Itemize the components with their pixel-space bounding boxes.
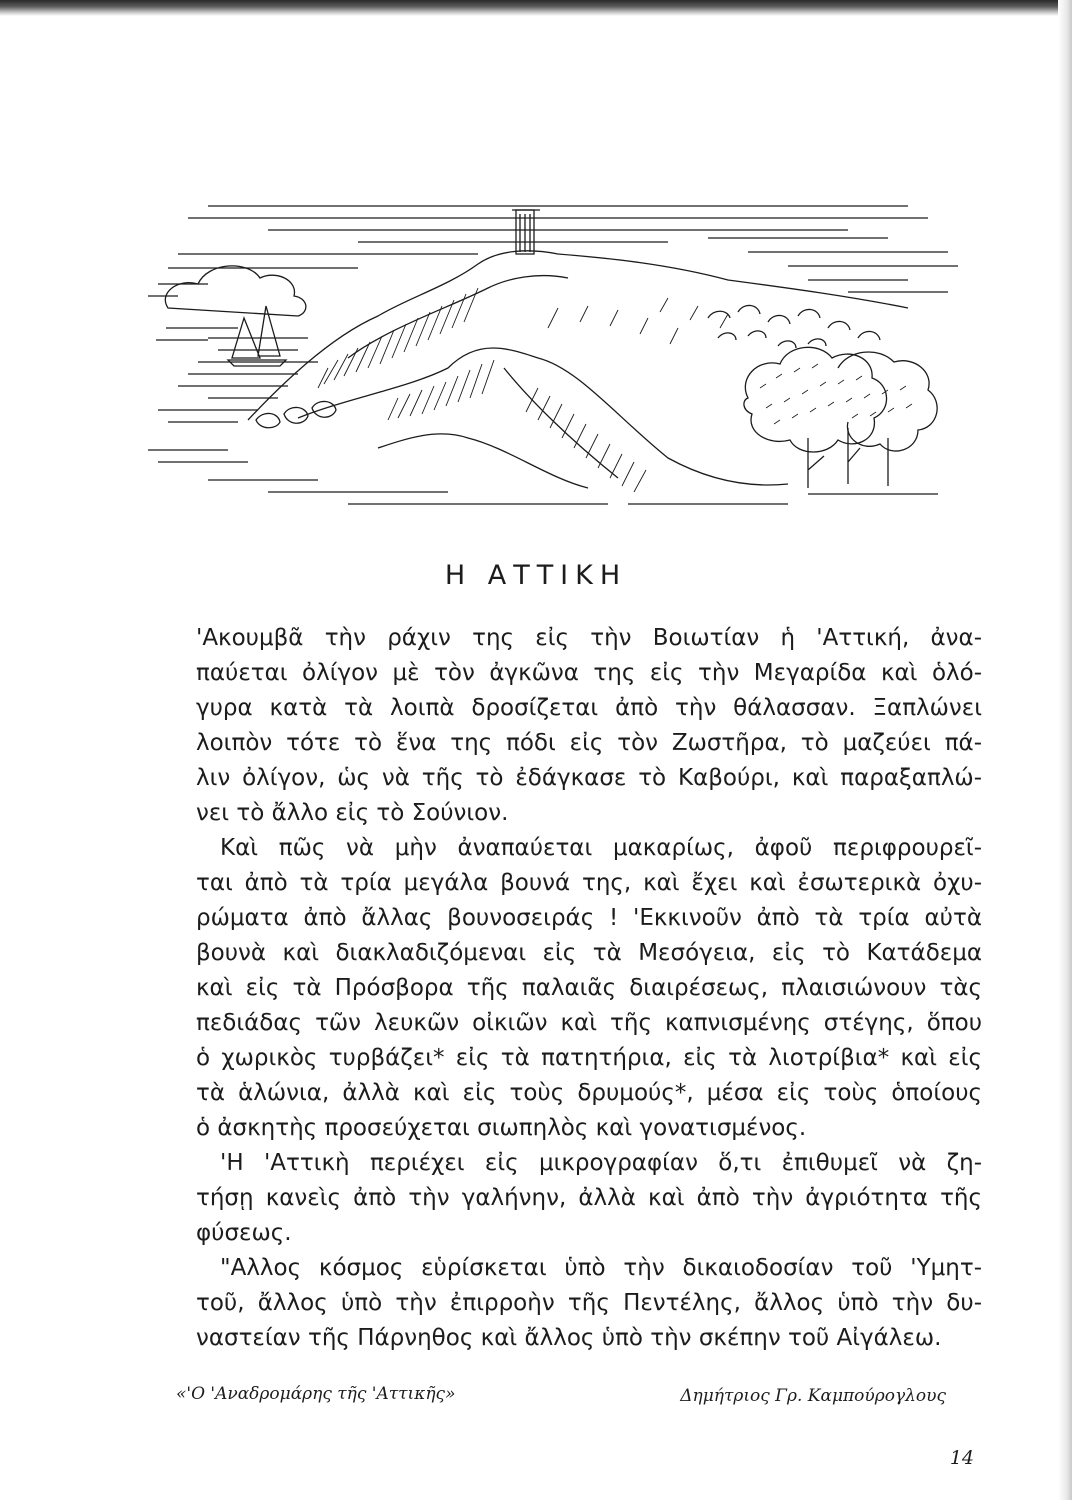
text-line: λοιπὸν τότε τὸ ἕνα της πόδι εἰς τὸν Ζωστῆρα, τὸ μαζεύει πά- xyxy=(196,730,982,756)
page-number: 14 xyxy=(949,1447,974,1469)
sounion-coastal-landscape-icon xyxy=(148,188,968,518)
paragraph xyxy=(196,621,982,831)
text-line: ναστείαν τῆς Πάρνηθος καὶ ἄλλος ὑπὸ τὴν σκέπην τοῦ Αἰγάλεω. xyxy=(196,1325,942,1351)
text-line: ται ἀπὸ τὰ τρία μεγάλα βουνά της, καὶ ἔχει καὶ ἐσωτερικὰ ὀχυ- xyxy=(196,870,982,896)
text-line: ὁ χωρικὸς τυρβάζει* εἰς τὰ πατητήρια, εἰς τὰ λιοτρίβια* καὶ εἰς xyxy=(196,1045,982,1071)
scan-top-edge xyxy=(0,0,1072,16)
paragraph xyxy=(196,1251,982,1356)
text-line: τήσῃ κανεὶς ἀπὸ τὴν γαλήνην, ἀλλὰ καὶ ἀπὸ τὴν ἀγριότητα τῆς xyxy=(196,1185,982,1211)
text-line: ὁ ἀσκητὴς προσεύχεται σιωπηλὸς καὶ γονατισμένος. xyxy=(196,1115,807,1141)
text-line: φύσεως. xyxy=(196,1220,292,1246)
text-line: 'Ακουμβᾶ τὴν ράχιν της εἰς τὴν Βοιωτίαν ἡ 'Αττική, ἀνα- xyxy=(196,625,982,651)
page-title: Η ΑΤΤΙΚΗ xyxy=(444,560,628,591)
scan-right-edge xyxy=(1058,0,1072,1500)
text-line: ρώματα ἀπὸ ἄλλας βουνοσειράς ! 'Εκκινοῦν ἀπὸ τὰ τρία αὐτὰ xyxy=(196,905,982,931)
text-line: "Αλλος κόσμος εὑρίσκεται ὑπὸ τὴν δικαιοδοσίαν τοῦ 'Υμητ- xyxy=(220,1255,982,1281)
text-line: βουνὰ καὶ διακλαδιζόμεναι εἰς τὰ Μεσόγεια, εἰς τὸ Κατάδεμα xyxy=(196,940,982,966)
author-name: Δημήτριος Γρ. Καμπούρογλους xyxy=(680,1386,946,1406)
body-text xyxy=(196,621,982,1356)
text-line: 'Η 'Αττικὴ περιέχει εἰς μικρογραφίαν ὅ,τι ἐπιθυμεῖ νὰ ζη- xyxy=(220,1150,982,1176)
paragraph xyxy=(196,831,982,1146)
text-line: νει τὸ ἄλλο εἰς τὸ Σούνιον. xyxy=(196,800,509,826)
text-line: τοῦ, ἄλλος ὑπὸ τὴν ἐπιρροὴν τῆς Πεντέλης, ἄλλος ὑπὸ τὴν δυ- xyxy=(196,1290,982,1316)
source-citation: «'Ο 'Αναδρομάρης τῆς 'Αττικῆς» xyxy=(176,1384,456,1404)
text-line: Καὶ πῶς νὰ μὴν ἀναπαύεται μακαρίως, ἀφοῦ περιφρουρεῖ- xyxy=(220,835,982,861)
text-line: τὰ ἁλώνια, ἀλλὰ καὶ εἰς τοὺς δρυμούς*, μέσα εἰς τοὺς ὁποίους xyxy=(196,1080,982,1106)
text-line: καὶ εἰς τὰ Πρόσβορα τῆς παλαιᾶς διαιρέσεως, πλαισιώνουν τὰς xyxy=(196,975,982,1001)
paragraph xyxy=(196,1146,982,1251)
text-line: πεδιάδας τῶν λευκῶν οἰκιῶν καὶ τῆς καπνισμένης στέγης, ὅπου xyxy=(196,1010,982,1036)
text-line: παύεται ὀλίγον μὲ τὸν ἀγκῶνα της εἰς τὴν Μεγαρίδα καὶ ὁλό- xyxy=(196,660,982,686)
text-line: λιν ὀλίγον, ὡς νὰ τῆς τὸ ἐδάγκασε τὸ Καβούρι, καὶ παραξαπλώ- xyxy=(196,765,982,791)
text-line: γυρα κατὰ τὰ λοιπὰ δροσίζεται ἀπὸ τὴν θάλασσαν. Ξαπλώνει xyxy=(196,695,982,721)
